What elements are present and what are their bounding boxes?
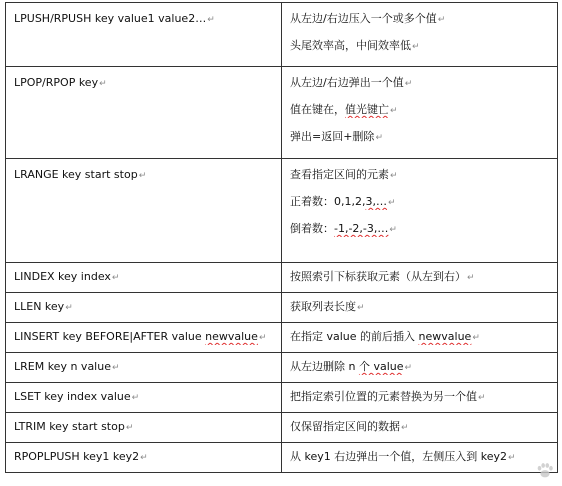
description-line xyxy=(282,443,557,465)
description-cell xyxy=(282,263,558,293)
command-text xyxy=(6,383,281,405)
command-text xyxy=(6,159,281,183)
document-page xyxy=(5,2,556,473)
paragraph-mark-icon: ↵ xyxy=(99,79,107,89)
paragraph-mark-icon: ↵ xyxy=(472,333,480,343)
text-segment: LLEN key xyxy=(14,300,65,313)
description-line xyxy=(282,353,557,375)
command-text xyxy=(6,293,281,315)
description-line xyxy=(282,159,557,183)
command-text xyxy=(6,323,281,345)
redis-list-commands-table xyxy=(5,2,558,473)
paragraph-mark-icon: ↵ xyxy=(140,453,148,463)
spellcheck-marked-text: 个 value xyxy=(358,360,404,373)
table-row xyxy=(6,67,558,159)
description-cell xyxy=(282,3,558,67)
paragraph-mark-icon: ↵ xyxy=(467,273,475,283)
command-text xyxy=(6,3,281,27)
description-cell xyxy=(282,159,558,263)
command-text xyxy=(6,263,281,285)
text-segment: 头尾效率高，中间效率低 xyxy=(290,39,411,52)
text-segment: 倒着数： xyxy=(290,222,334,235)
paragraph-mark-icon: ↵ xyxy=(508,453,516,463)
paragraph-mark-icon: ↵ xyxy=(207,15,215,25)
command-cell xyxy=(6,383,282,413)
command-text xyxy=(6,413,281,435)
command-cell xyxy=(6,67,282,159)
command-cell xyxy=(6,3,282,67)
table-body xyxy=(6,3,558,473)
text-segment: 把指定索引位置的元素替换为另一个值 xyxy=(290,390,477,403)
paragraph-mark-icon: ↵ xyxy=(390,106,398,116)
text-segment: LPUSH/RPUSH key value1 value2… xyxy=(14,12,207,25)
text-segment: LRANGE key start stop xyxy=(14,168,138,181)
spellcheck-marked-text: 3,… xyxy=(365,195,387,208)
table-row xyxy=(6,263,558,293)
command-text xyxy=(6,67,281,91)
description-line xyxy=(282,293,557,315)
description-cell xyxy=(282,323,558,353)
text-segment: LREM key n value xyxy=(14,360,111,373)
text-segment: LSET key index value xyxy=(14,390,131,403)
paragraph-mark-icon: ↵ xyxy=(131,393,140,403)
description-cell xyxy=(282,353,558,383)
text-segment: 从左边删除 n xyxy=(290,360,359,373)
table-row xyxy=(6,353,558,383)
table-row xyxy=(6,413,558,443)
text-segment: 从 key1 右边弹出一个值，左侧压入到 key2 xyxy=(290,450,507,463)
command-cell xyxy=(6,413,282,443)
paragraph-mark-icon: ↵ xyxy=(437,15,446,25)
description-cell xyxy=(282,383,558,413)
paragraph-mark-icon: ↵ xyxy=(258,333,267,343)
description-line xyxy=(282,39,557,54)
paragraph-mark-icon: ↵ xyxy=(478,393,486,403)
spellcheck-marked-text: newvalue xyxy=(205,330,258,343)
command-cell xyxy=(6,159,282,263)
description-line xyxy=(282,195,557,210)
table-row xyxy=(6,159,558,263)
table-row xyxy=(6,3,558,67)
description-line xyxy=(282,67,557,91)
text-segment: LPOP/RPOP key xyxy=(14,76,99,89)
description-line xyxy=(282,263,557,285)
text-segment: 获取列表长度 xyxy=(290,300,356,313)
spellcheck-marked-text: 值光键亡 xyxy=(345,103,389,116)
command-cell xyxy=(6,263,282,293)
command-cell xyxy=(6,293,282,323)
table-row xyxy=(6,323,558,353)
paragraph-mark-icon: ↵ xyxy=(138,171,147,181)
description-line xyxy=(282,103,557,118)
text-segment: 从左边/右边压入一个或多个值 xyxy=(290,12,437,25)
description-line xyxy=(282,222,557,237)
description-line xyxy=(282,130,557,145)
paragraph-mark-icon: ↵ xyxy=(412,42,420,52)
command-text xyxy=(6,353,281,375)
paragraph-mark-icon: ↵ xyxy=(357,303,365,313)
text-segment: 在指定 value 的前后插入 xyxy=(290,330,419,343)
table-row xyxy=(6,293,558,323)
text-segment: LINSERT key BEFORE|AFTER value xyxy=(14,330,206,343)
table-row xyxy=(6,443,558,473)
text-segment: 按照索引下标获取元素（从左到右） xyxy=(290,270,466,283)
table-row xyxy=(6,383,558,413)
description-cell xyxy=(282,443,558,473)
description-cell xyxy=(282,67,558,159)
paragraph-mark-icon: ↵ xyxy=(389,225,397,235)
text-segment: 查看指定区间的元素 xyxy=(290,168,389,181)
text-segment: 从左边/右边弹出一个值 xyxy=(290,76,404,89)
paragraph-mark-icon: ↵ xyxy=(65,303,73,313)
command-cell xyxy=(6,353,282,383)
description-line xyxy=(282,413,557,435)
text-segment: 值在键在， xyxy=(290,103,345,116)
paragraph-mark-icon: ↵ xyxy=(404,79,413,89)
command-cell xyxy=(6,443,282,473)
description-cell xyxy=(282,413,558,443)
paragraph-mark-icon: ↵ xyxy=(388,198,396,208)
text-segment: RPOPLPUSH key1 key2 xyxy=(14,450,140,463)
paragraph-mark-icon: ↵ xyxy=(404,363,413,373)
paragraph-mark-icon: ↵ xyxy=(390,171,398,181)
description-line xyxy=(282,383,557,405)
description-line xyxy=(282,3,557,27)
spellcheck-marked-text: -1,-2,-3,… xyxy=(334,222,389,235)
text-segment: LINDEX key index xyxy=(14,270,111,283)
command-text xyxy=(6,443,281,465)
command-cell xyxy=(6,323,282,353)
description-cell xyxy=(282,293,558,323)
paragraph-mark-icon: ↵ xyxy=(401,423,409,433)
paragraph-mark-icon: ↵ xyxy=(111,273,120,283)
paragraph-mark-icon: ↵ xyxy=(111,363,120,373)
paragraph-mark-icon: ↵ xyxy=(125,423,134,433)
description-line xyxy=(282,323,557,345)
spellcheck-marked-text: newvalue xyxy=(418,330,472,343)
text-segment: LTRIM key start stop xyxy=(14,420,125,433)
text-segment: 正着数：0,1,2, xyxy=(290,195,366,208)
paragraph-mark-icon: ↵ xyxy=(375,133,383,143)
text-segment: 弹出=返回+删除 xyxy=(290,130,375,143)
text-segment: 仅保留指定区间的数据 xyxy=(290,420,400,433)
